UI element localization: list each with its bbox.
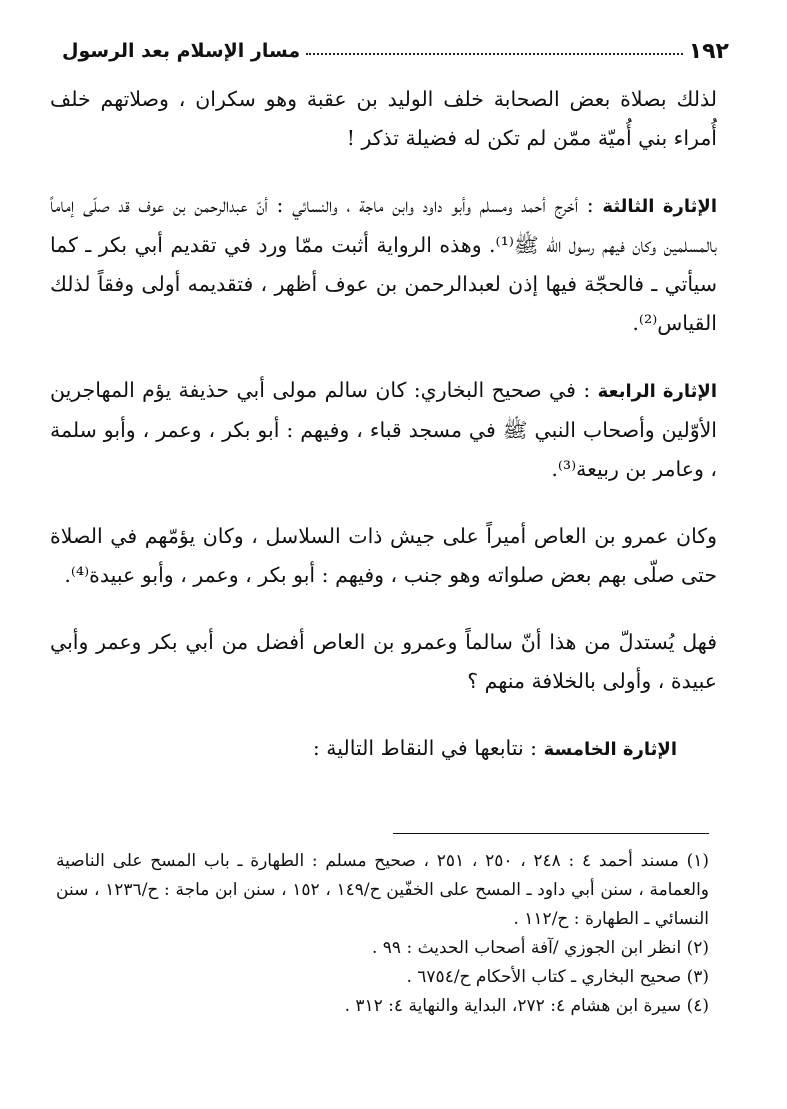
footnotes	[56, 847, 709, 1021]
header-dot-leader	[306, 53, 683, 55]
paragraph	[50, 623, 717, 701]
running-header	[62, 36, 729, 66]
paragraph	[50, 186, 717, 343]
footnote-separator	[393, 833, 709, 834]
paragraph	[50, 80, 717, 158]
footnote: (٤) سيرة ابن هشام ٤: ٢٧٢، البداية والنهاية ٤: ٣١٢ .	[344, 996, 709, 1016]
footnote: (١) مسند أحمد ٤ : ٢٤٨ ، ٢٥٠ ، ٢٥١ ، صحيح مسلم : الطهارة ـ باب المسح على الناصية والعمامة ، سنن أبي داود ـ المسح على الخفّين ح/١٤٩ ، ١٥٢ ، سنن ابن ماجة : ح/١٢٣٦ ، سنن النسائي ـ الطهارة : ح/١١٢ .	[56, 851, 710, 929]
paragraph-text: : نتابعها في النقاط التالية :	[312, 736, 544, 760]
page-number: ١٩٢	[688, 38, 729, 64]
paragraph-text: لذلك بصلاة بعض الصحابة خلف الوليد بن عقبة وهو سكران ، وصلاتهم خلف أُمراء بني أُميّة ممّن لم تكن له فضيلة تذكر !	[50, 87, 717, 150]
paragraph-heading: الإثارة الرابعة	[597, 381, 717, 402]
paragraph-text: وكان عمرو بن العاص أميراً على جيش ذات السلاسل ، وكان يؤمّهم في الصلاة حتى صلّى بهم بعض صلواته وهو جنب ، وفيهم : أبو بكر ، وعمر ، وأبو عبيدة⁽⁴⁾.	[50, 524, 717, 587]
footnote: (٢) انظر ابن الجوزي /آفة أصحاب الحديث : ٩٩ .	[371, 938, 709, 958]
paragraph-heading: الإثارة الخامسة	[543, 739, 677, 760]
running-title: مسار الإسلام بعد الرسول	[62, 40, 301, 62]
paragraph	[50, 371, 717, 489]
paragraph-heading: الإثارة الثالثة	[602, 196, 717, 217]
main-text	[50, 80, 717, 797]
paragraph-text: : في صحيح البخاري: كان سالم مولى أبي حذيفة يؤم المهاجرين الأوّلين وأصحاب النبي ﷺ في مسجد قباء ، وفيهم : أبو بكر ، وعمر ، وأبو سلمة ، وعامر بن ربيعة⁽³⁾.	[50, 378, 717, 481]
paragraph	[50, 517, 717, 595]
paragraph	[50, 729, 717, 769]
paragraph-text: فهل يُستدلّ من هذا أنّ سالماً وعمرو بن العاص أفضل من أبي بكر وعمر وأبي عبيدة ، وأولى بالخلافة منهم ؟	[50, 630, 717, 693]
footnote: (٣) صحيح البخاري ـ كتاب الأحكام ح/٦٧٥٤ .	[406, 967, 709, 987]
paragraph-text: : أخرج أحمد ومسلم وأبو داود وابن ماجة ، والنسائي : أنّ عبدالرحمن بن عوف قد صلّى إماماً بالمسلمين وكان فيهم رسول الله ﷺ⁽¹⁾. وهذه الرواية أثبت ممّا ورد في تقديم أبي بكر ـ كما سيأتي ـ فالحجّة فيها إذن لعبدالرحمن بن عوف أظهر ، فتقديمه أولى وفقاً لذلك القياس⁽²⁾.	[50, 193, 717, 335]
